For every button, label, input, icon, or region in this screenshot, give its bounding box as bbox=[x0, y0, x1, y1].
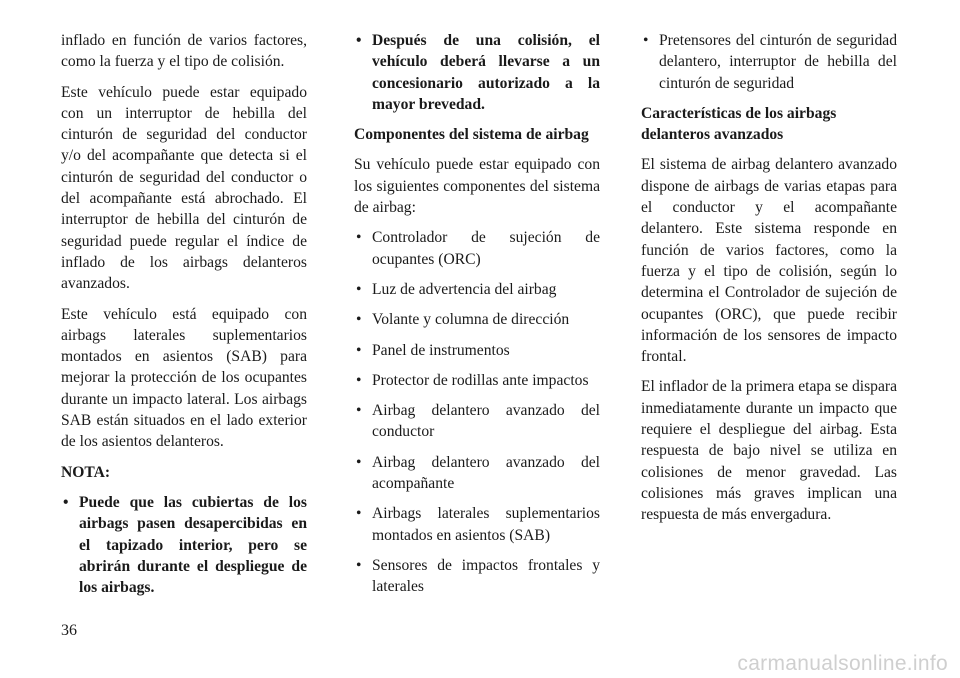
paragraph-side-airbags: Este vehículo está equipado con airbags laterales suplementarios montados en asientos (SAB) para mejorar la protección de los ocupantes durante un impacto lateral. Los airbags SAB están situados en el lado exterior de los asientos delanteros. bbox=[61, 305, 307, 451]
paragraph-first-stage-inflator: El inflador de la primera etapa se dispara inmediatamente durante un impacto que requiere el despliegue del airbag. Esta respuesta de bajo nivel se utiliza en colisiones de menor gravedad. Las colisiones más graves implican una respuesta de más envergadura. bbox=[641, 378, 897, 524]
components-list bbox=[354, 227, 600, 597]
column-middle bbox=[354, 30, 600, 607]
column-right bbox=[641, 30, 897, 535]
paragraph-components-intro: Su vehículo puede estar equipado con los siguientes componentes del sistema de airbag: bbox=[354, 156, 600, 217]
list-item: • Luz de advertencia del airbag bbox=[354, 279, 600, 300]
list-item: • Pretensores del cinturón de seguridad delantero, interruptor de hebilla del cinturón de seguridad bbox=[641, 30, 897, 94]
watermark: carmanualsonline.info bbox=[737, 652, 948, 675]
list-item: • Panel de instrumentos bbox=[354, 340, 600, 361]
page-number: 36 bbox=[61, 622, 77, 639]
section-heading-advanced-airbags: Características de los airbags delanteros avanzados bbox=[641, 104, 837, 144]
list-item: • Protector de rodillas ante impactos bbox=[354, 370, 600, 391]
paragraph-inflation-factors: inflado en función de varios factores, como la fuerza y el tipo de colisión. bbox=[61, 32, 307, 71]
section-heading-components: Componentes del sistema de airbag bbox=[354, 126, 589, 144]
list-item: • Volante y columna de dirección bbox=[354, 309, 600, 330]
list-item: • Airbag delantero avanzado del acompañante bbox=[354, 452, 600, 495]
list-item: • Airbags laterales suplementarios montados en asientos (SAB) bbox=[354, 503, 600, 546]
note-list bbox=[61, 492, 307, 598]
warning-list bbox=[354, 30, 600, 115]
pretensioner-list bbox=[641, 30, 897, 94]
note-bullet: • Puede que las cubiertas de los airbags pasen desapercibidas en el tapizado interior, pero se abrirán durante el despliegue de los airbags. bbox=[61, 492, 307, 598]
paragraph-buckle-switch: Este vehículo puede estar equipado con un interruptor de hebilla del cinturón de seguridad del conductor y/o del acompañante que detecta si el cinturón de seguridad del conductor o del acompañante está abrochado. El interruptor de hebilla del cinturón de seguridad puede regular el índice de inflado de los airbags delanteros avanzados. bbox=[61, 83, 307, 293]
list-item: • Sensores de impactos frontales y laterales bbox=[354, 555, 600, 598]
list-item: • Airbag delantero avanzado del conductor bbox=[354, 400, 600, 443]
paragraph-advanced-system: El sistema de airbag delantero avanzado dispone de airbags de varias etapas para el conductor y el acompañante delantero. Este sistema responde en función de varios factores, como la fuerza y el tipo de colisión, según lo determina el Controlador de sujeción de ocupantes (ORC), que puede recibir información de los sensores de impacto frontal. bbox=[641, 156, 897, 366]
note-label: NOTA: bbox=[61, 463, 111, 481]
column-left bbox=[61, 30, 307, 607]
list-item: • Controlador de sujeción de ocupantes (ORC) bbox=[354, 227, 600, 270]
warning-bullet: • Después de una colisión, el vehículo deberá llevarse a un concesionario autorizado a la mayor brevedad. bbox=[354, 30, 600, 115]
